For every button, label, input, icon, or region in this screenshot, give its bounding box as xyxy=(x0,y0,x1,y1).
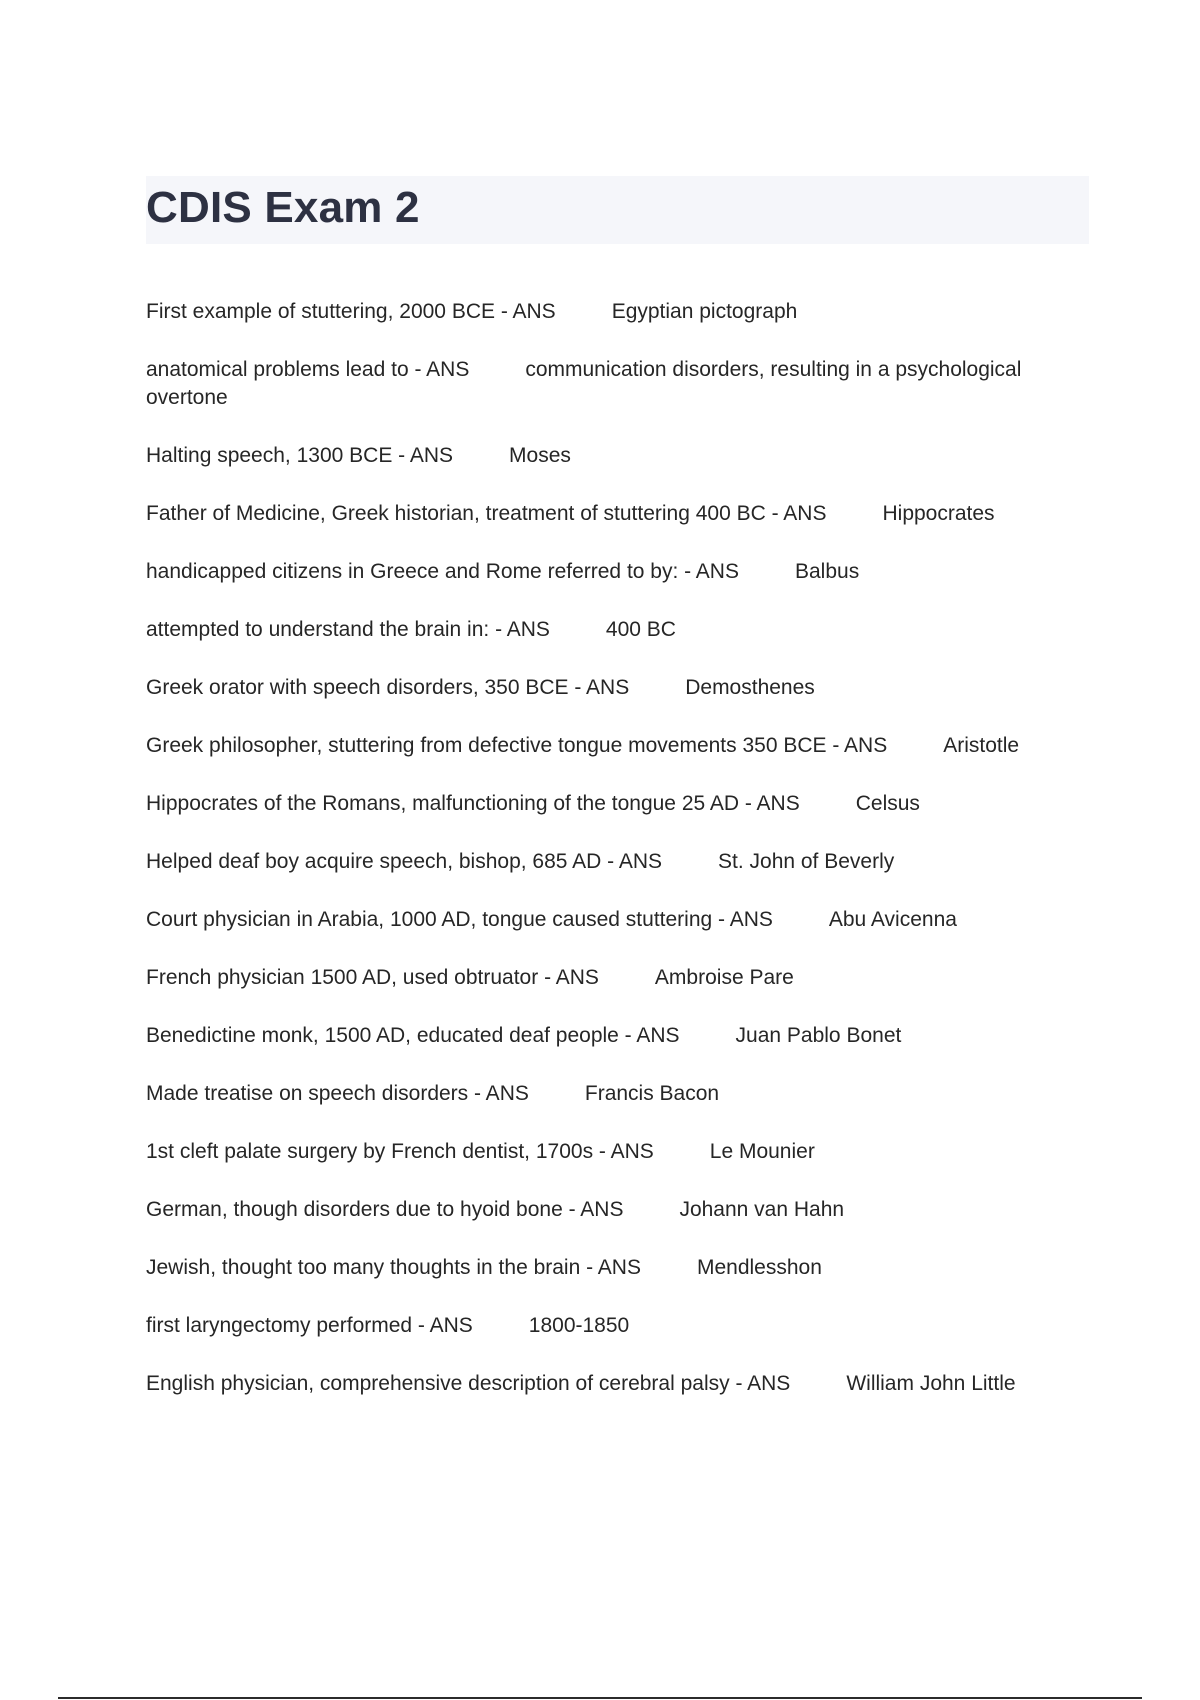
qa-question: Made treatise on speech disorders - ANS xyxy=(146,1082,529,1105)
qa-question: attempted to understand the brain in: - ANS xyxy=(146,618,550,641)
qa-question: Halting speech, 1300 BCE - ANS xyxy=(146,444,454,467)
qa-item xyxy=(146,848,1086,876)
qa-item xyxy=(146,732,1086,760)
qa-answer: 1800-1850 xyxy=(528,1314,630,1337)
qa-answer: 400 BC xyxy=(605,618,676,641)
qa-answer: communication disorders, resulting in a psychological overtone xyxy=(146,358,1022,409)
qa-question: Greek philosopher, stuttering from defective tongue movements 350 BCE - ANS xyxy=(146,734,888,757)
qa-answer: Aristotle xyxy=(943,734,1020,757)
qa-item xyxy=(146,1312,1086,1340)
qa-answer: Le Mounier xyxy=(709,1140,815,1163)
qa-item xyxy=(146,1254,1086,1282)
qa-item xyxy=(146,1080,1086,1108)
qa-question: Hippocrates of the Romans, malfunctioning of the tongue 25 AD - ANS xyxy=(146,792,800,815)
qa-answer: Francis Bacon xyxy=(584,1082,720,1105)
qa-answer: Mendlesshon xyxy=(696,1256,822,1279)
qa-item xyxy=(146,500,1086,528)
qa-item xyxy=(146,442,1086,470)
qa-item xyxy=(146,298,1086,326)
qa-item xyxy=(146,1370,1086,1398)
qa-question: Greek orator with speech disorders, 350 BCE - ANS xyxy=(146,676,630,699)
qa-question: Father of Medicine, Greek historian, treatment of stuttering 400 BC - ANS xyxy=(146,502,827,525)
qa-item xyxy=(146,616,1086,644)
qa-answer: Demosthenes xyxy=(685,676,815,699)
qa-question: French physician 1500 AD, used obtruator - ANS xyxy=(146,966,599,989)
qa-answer: Ambroise Pare xyxy=(654,966,794,989)
qa-answer: Balbus xyxy=(794,560,860,583)
qa-question: First example of stuttering, 2000 BCE - ANS xyxy=(146,300,556,323)
qa-question: anatomical problems lead to - ANS xyxy=(146,358,470,381)
qa-question: English physician, comprehensive description of cerebral palsy - ANS xyxy=(146,1372,791,1395)
qa-item xyxy=(146,674,1086,702)
qa-question: first laryngectomy performed - ANS xyxy=(146,1314,473,1337)
qa-answer: Moses xyxy=(509,444,571,467)
qa-question: German, though disorders due to hyoid bone - ANS xyxy=(146,1198,624,1221)
qa-item xyxy=(146,790,1086,818)
qa-question: Helped deaf boy acquire speech, bishop, 685 AD - ANS xyxy=(146,850,662,873)
qa-list xyxy=(146,298,1086,1428)
qa-question: Benedictine monk, 1500 AD, educated deaf people - ANS xyxy=(146,1024,680,1047)
qa-item xyxy=(146,356,1086,412)
footer-rule xyxy=(58,1697,1142,1699)
qa-answer: Abu Avicenna xyxy=(828,908,957,931)
qa-item xyxy=(146,906,1086,934)
qa-answer: Hippocrates xyxy=(882,502,995,525)
qa-item xyxy=(146,964,1086,992)
qa-answer: William John Little xyxy=(846,1372,1016,1395)
qa-answer: Celsus xyxy=(855,792,920,815)
qa-item xyxy=(146,1022,1086,1050)
qa-question: Jewish, thought too many thoughts in the brain - ANS xyxy=(146,1256,641,1279)
qa-answer: Juan Pablo Bonet xyxy=(735,1024,902,1047)
qa-item xyxy=(146,558,1086,586)
qa-answer: St. John of Beverly xyxy=(718,850,895,873)
qa-answer: Egyptian pictograph xyxy=(611,300,798,323)
qa-question: handicapped citizens in Greece and Rome referred to by: - ANS xyxy=(146,560,739,583)
qa-item xyxy=(146,1196,1086,1224)
qa-item xyxy=(146,1138,1086,1166)
qa-question: 1st cleft palate surgery by French dentist, 1700s - ANS xyxy=(146,1140,654,1163)
page-title: CDIS Exam 2 xyxy=(146,183,420,232)
qa-answer: Johann van Hahn xyxy=(679,1198,845,1221)
qa-question: Court physician in Arabia, 1000 AD, tongue caused stuttering - ANS xyxy=(146,908,773,931)
